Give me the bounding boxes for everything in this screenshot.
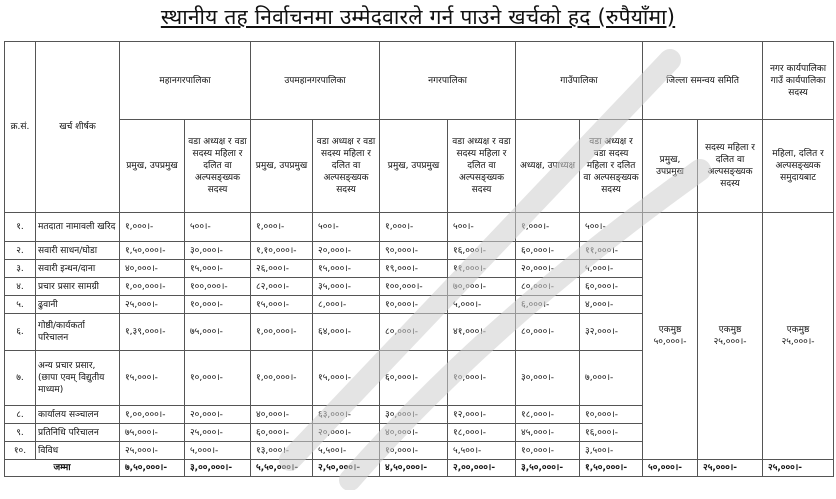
cell-value: ४१,०००।- bbox=[448, 314, 516, 351]
cell-value: ३५,०००।- bbox=[313, 278, 380, 296]
cell-value: ४,०००।- bbox=[580, 296, 643, 314]
total-value: २५,०००।- bbox=[763, 460, 834, 477]
header-group-metropolitan: महानगरपालिका bbox=[120, 42, 251, 120]
cell-value: ७५,०००।- bbox=[120, 424, 185, 442]
total-value: ३,००,०००।- bbox=[185, 460, 251, 477]
cell-value: ८२,०००।- bbox=[251, 278, 313, 296]
total-label: जम्मा bbox=[5, 460, 120, 477]
total-value: ५,५०,०००।- bbox=[251, 460, 313, 477]
cell-value: ४०,०००।- bbox=[380, 424, 448, 442]
cell-value: ११,०००।- bbox=[448, 260, 516, 278]
cell-value: ४०,०००।- bbox=[120, 260, 185, 278]
cell-value: ८०,०००।- bbox=[380, 314, 448, 351]
lump-sum-value: २५,०००।- bbox=[713, 337, 747, 347]
cell-value: ८०,०००।- bbox=[516, 278, 580, 296]
lump-sum-label: एकमुष्ठ bbox=[658, 325, 682, 335]
cell-value: ५००।- bbox=[313, 213, 380, 242]
lump-sum-cell bbox=[698, 213, 763, 460]
row-item: सवारी इन्धन/दाना bbox=[36, 260, 120, 278]
subheader: वडा अध्यक्ष र वडा सदस्य महिला र दलित वा अल्पसङ्ख्यक सदस्य bbox=[580, 120, 643, 213]
cell-value: १५,०००।- bbox=[313, 260, 380, 278]
row-sn: १०. bbox=[5, 442, 36, 460]
cell-value: १,००,०००।- bbox=[251, 351, 313, 406]
cell-value: १,५०,०००।- bbox=[120, 242, 185, 260]
row-sn: ८. bbox=[5, 406, 36, 424]
subheader: प्रमुख, उपप्रमुख bbox=[120, 120, 185, 213]
cell-value: ६,०००।- bbox=[516, 296, 580, 314]
page-title: स्थानीय तह निर्वाचनमा उम्मेदवारले गर्न पाउने खर्चको हद (रुपैयाँमा) bbox=[160, 5, 676, 29]
subheader: वडा अध्यक्ष र वडा सदस्य महिला र दलित वा अल्पसङ्ख्यक सदस्य bbox=[185, 120, 251, 213]
cell-value: ४०,०००।- bbox=[251, 406, 313, 424]
cell-value: १५,०००।- bbox=[120, 351, 185, 406]
cell-value: ६०,०००।- bbox=[516, 242, 580, 260]
lump-sum-label: एकमुष्ठ bbox=[718, 325, 742, 335]
cell-value: १,००,०००।- bbox=[120, 406, 185, 424]
cell-value: ७०,०००।- bbox=[448, 278, 516, 296]
cell-value: ७५,०००।- bbox=[185, 314, 251, 351]
lump-sum-value: २५,०००।- bbox=[781, 337, 815, 347]
cell-value: ८,०००।- bbox=[313, 296, 380, 314]
total-value: ७,५०,०००।- bbox=[120, 460, 185, 477]
cell-value: २०,०००।- bbox=[516, 260, 580, 278]
header-group-rural-municipality: गाउँपालिका bbox=[516, 42, 643, 120]
row-item: गोष्ठी/कार्यकर्ता परिचालन bbox=[36, 314, 120, 351]
cell-value: ३०,०००।- bbox=[185, 242, 251, 260]
cell-value: ३०,०००।- bbox=[516, 351, 580, 406]
cell-value: ९०,०००।- bbox=[380, 242, 448, 260]
total-value: ४,५०,०००।- bbox=[380, 460, 448, 477]
lump-sum-cell bbox=[643, 213, 698, 460]
cell-value: १०,०००।- bbox=[380, 296, 448, 314]
cell-value: ७,०००।- bbox=[580, 351, 643, 406]
total-value: १,५०,०००।- bbox=[580, 460, 643, 477]
cell-value: ५,५००।- bbox=[448, 442, 516, 460]
cell-value: ४५,०००।- bbox=[516, 424, 580, 442]
subheader: प्रमुख, उपप्रमुख bbox=[643, 120, 698, 213]
subheader: प्रमुख, उपप्रमुख bbox=[380, 120, 448, 213]
subheader: वडा अध्यक्ष र वडा सदस्य महिला र दलित वा अल्पसङ्ख्यक सदस्य bbox=[448, 120, 516, 213]
subheader: अध्यक्ष, उपाध्यक्ष bbox=[516, 120, 580, 213]
expense-limit-table bbox=[4, 41, 834, 477]
total-value: २,५०,०००।- bbox=[313, 460, 380, 477]
row-sn: ३. bbox=[5, 260, 36, 278]
row-sn: ५. bbox=[5, 296, 36, 314]
cell-value: १५,०००।- bbox=[185, 260, 251, 278]
total-value: २,००,०००।- bbox=[448, 460, 516, 477]
cell-value: १५,०००।- bbox=[313, 351, 380, 406]
row-item: प्रतिनिधि परिचालन bbox=[36, 424, 120, 442]
cell-value: ८०,०००।- bbox=[516, 314, 580, 351]
row-sn: १. bbox=[5, 213, 36, 242]
cell-value: २५,०००।- bbox=[120, 442, 185, 460]
cell-value: ५००।- bbox=[580, 213, 643, 242]
cell-value: ६०,०००।- bbox=[251, 424, 313, 442]
subheader: सदस्य महिला र दलित वा अल्पसङ्ख्यक सदस्य bbox=[698, 120, 763, 213]
cell-value: २६,०००।- bbox=[251, 260, 313, 278]
cell-value: १८,०००।- bbox=[516, 406, 580, 424]
cell-value: १२,०००।- bbox=[448, 406, 516, 424]
cell-value: ५००।- bbox=[448, 213, 516, 242]
cell-value: ६३,०००।- bbox=[313, 406, 380, 424]
cell-value: ६४,०००।- bbox=[313, 314, 380, 351]
cell-value: १०,०००।- bbox=[185, 296, 251, 314]
cell-value: १,०००।- bbox=[120, 213, 185, 242]
cell-value: ५,०००।- bbox=[448, 296, 516, 314]
cell-value: २०,०००।- bbox=[313, 424, 380, 442]
row-item: विविध bbox=[36, 442, 120, 460]
subheader: वडा अध्यक्ष र वडा सदस्य महिला र दलित वा अल्पसङ्ख्यक सदस्य bbox=[313, 120, 380, 213]
header-item: खर्च शीर्षक bbox=[36, 42, 120, 213]
cell-value: ५,०००।- bbox=[580, 260, 643, 278]
cell-value: १,३९,०००।- bbox=[120, 314, 185, 351]
cell-value: १०,०००।- bbox=[516, 442, 580, 460]
table-row bbox=[5, 213, 834, 242]
cell-value: ६०,०००।- bbox=[380, 351, 448, 406]
header-sn: क्र.सं. bbox=[5, 42, 36, 213]
lump-sum-cell bbox=[763, 213, 834, 460]
header-group-district-committee: जिल्ला समन्वय समिति bbox=[643, 42, 763, 120]
cell-value: १०,०००।- bbox=[448, 351, 516, 406]
cell-value: ११,०००।- bbox=[580, 242, 643, 260]
cell-value: १०,०००।- bbox=[580, 406, 643, 424]
cell-value: ३,५००।- bbox=[580, 442, 643, 460]
cell-value: २०,०००।- bbox=[313, 242, 380, 260]
lump-sum-label: एकमुष्ठ bbox=[786, 325, 810, 335]
row-sn: ९. bbox=[5, 424, 36, 442]
header-group-municipality: नगरपालिका bbox=[380, 42, 516, 120]
cell-value: १,००,०००।- bbox=[251, 314, 313, 351]
cell-value: ३०,०००।- bbox=[380, 406, 448, 424]
cell-value: १,००,०००।- bbox=[120, 278, 185, 296]
row-sn: २. bbox=[5, 242, 36, 260]
cell-value: १,०००।- bbox=[380, 213, 448, 242]
cell-value: १६,०००।- bbox=[448, 242, 516, 260]
cell-value: १,१०,०००।- bbox=[251, 242, 313, 260]
cell-value: ५,०००।- bbox=[185, 442, 251, 460]
cell-value: २५,०००।- bbox=[185, 424, 251, 442]
subheader: महिला, दलित र अल्पसङ्ख्यक समुदायबाट bbox=[763, 120, 834, 213]
row-sn: ४. bbox=[5, 278, 36, 296]
total-value: ३,५०,०००।- bbox=[516, 460, 580, 477]
cell-value: ६०,०००।- bbox=[580, 278, 643, 296]
cell-value: १,०००।- bbox=[251, 213, 313, 242]
cell-value: २५,०००।- bbox=[120, 296, 185, 314]
row-item: कार्यालय सञ्चालन bbox=[36, 406, 120, 424]
row-sn: ६. bbox=[5, 314, 36, 351]
total-row bbox=[5, 460, 834, 477]
total-value: ५०,०००।- bbox=[643, 460, 698, 477]
cell-value: १६,०००।- bbox=[580, 424, 643, 442]
cell-value: १०,०००।- bbox=[185, 351, 251, 406]
cell-value: ५,५००।- bbox=[313, 442, 380, 460]
table-body bbox=[5, 213, 834, 477]
row-item: ढुवानी bbox=[36, 296, 120, 314]
cell-value: १००,०००।- bbox=[380, 278, 448, 296]
cell-value: १३,०००।- bbox=[251, 442, 313, 460]
cell-value: ५००।- bbox=[185, 213, 251, 242]
header-group-executive-member: नगर कार्यपालिका गाउँ कार्यपालिका सदस्य bbox=[763, 42, 834, 120]
total-value: २५,०००।- bbox=[698, 460, 763, 477]
cell-value: १९,०००।- bbox=[380, 260, 448, 278]
lump-sum-value: ५०,०००।- bbox=[653, 337, 687, 347]
cell-value: २०,०००।- bbox=[185, 406, 251, 424]
row-item: मतदाता नामावली खरिद bbox=[36, 213, 120, 242]
header-group-sub-metropolitan: उपमहानगरपालिका bbox=[251, 42, 380, 120]
cell-value: १८,०००।- bbox=[448, 424, 516, 442]
cell-value: १५,०००।- bbox=[251, 296, 313, 314]
cell-value: ३२,०००।- bbox=[580, 314, 643, 351]
row-item: प्रचार प्रसार सामग्री bbox=[36, 278, 120, 296]
row-item: सवारी साधन/घोडा bbox=[36, 242, 120, 260]
row-sn: ७. bbox=[5, 351, 36, 406]
cell-value: १०,०००।- bbox=[380, 442, 448, 460]
subheader: प्रमुख, उपप्रमुख bbox=[251, 120, 313, 213]
cell-value: १००,०००।- bbox=[185, 278, 251, 296]
cell-value: १,०००।- bbox=[516, 213, 580, 242]
row-item: अन्य प्रचार प्रसार, (छापा एवम् विद्युतीय माध्यम) bbox=[36, 351, 120, 406]
